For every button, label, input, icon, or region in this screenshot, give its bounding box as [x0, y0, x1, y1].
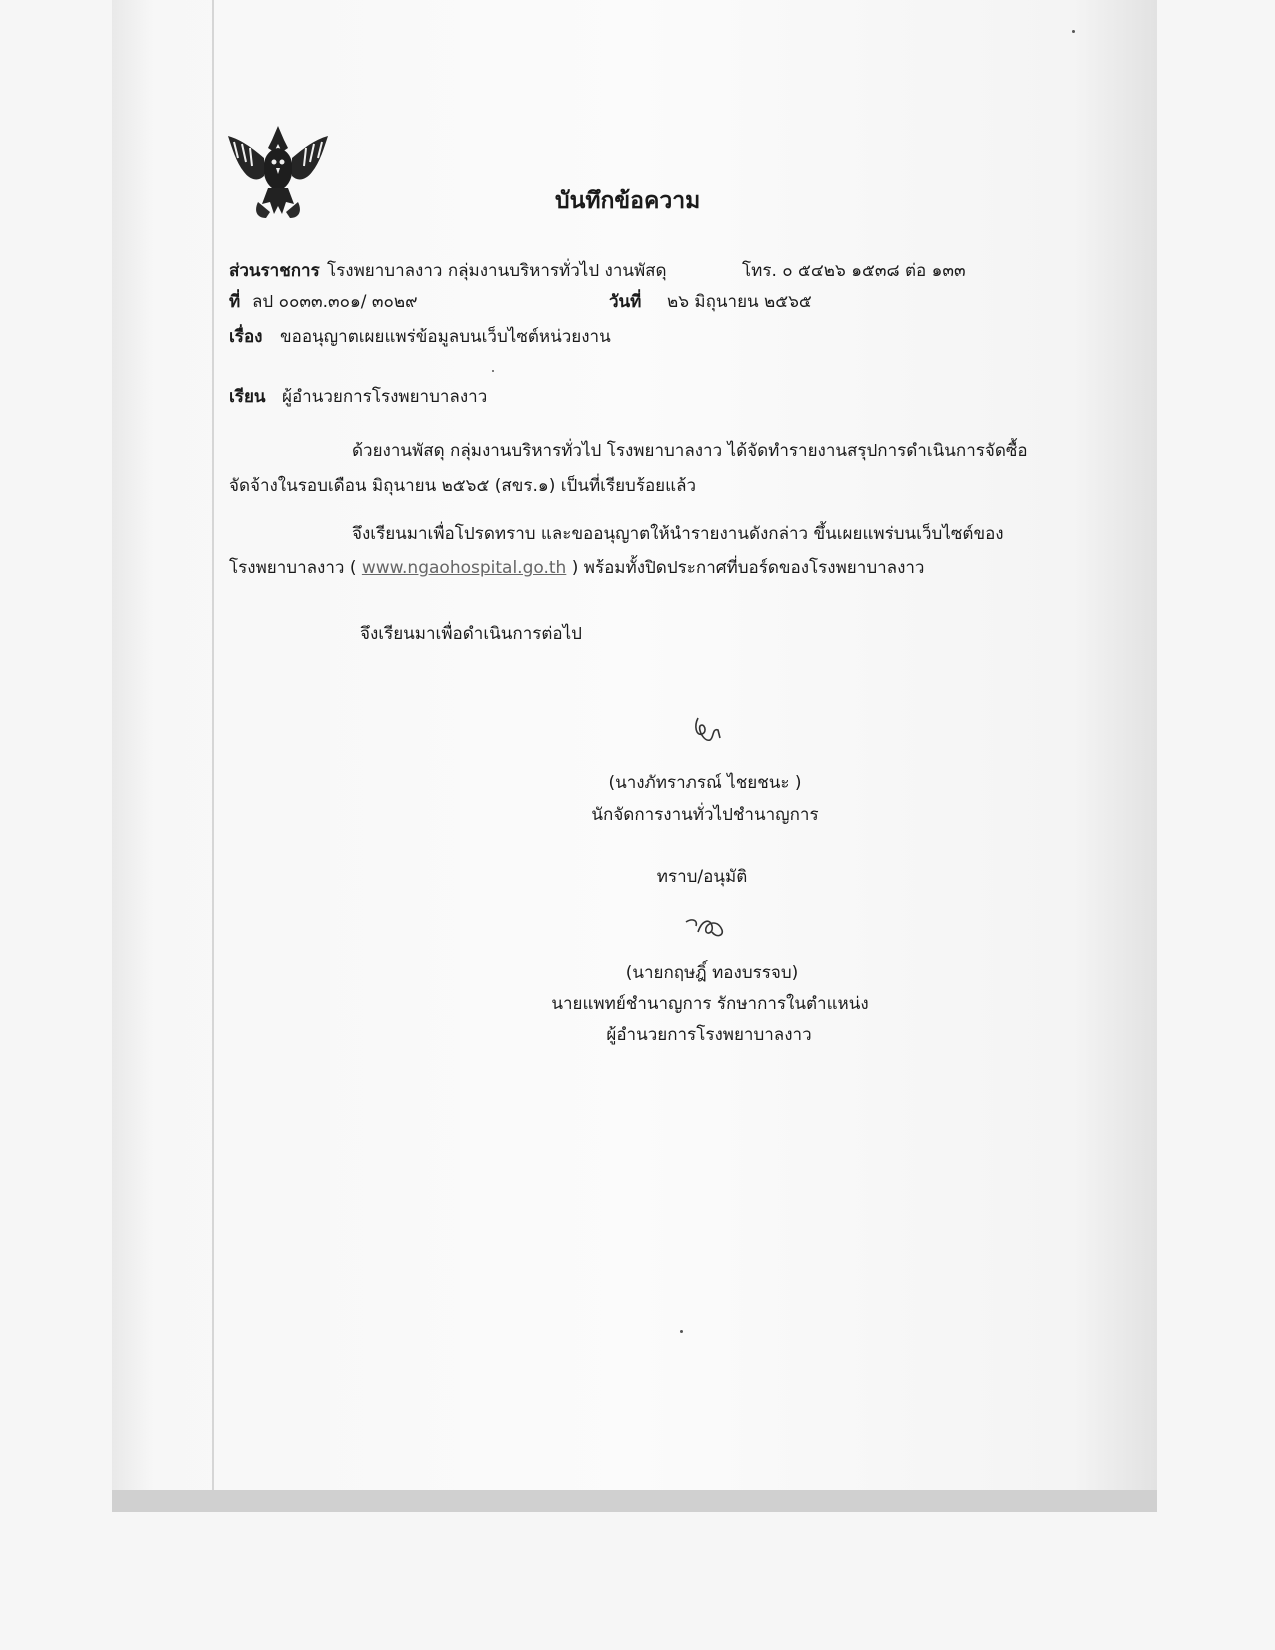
garuda-emblem-icon [222, 118, 334, 226]
memo-title: บันทึกข้อความ [555, 188, 701, 214]
date-value: ๒๖ มิถุนายน ๒๕๖๕ [667, 292, 812, 312]
approver-name: (นายกฤษฎิ์ ทองบรรจบ) [625, 963, 799, 983]
paragraph-2-line-2 [229, 557, 924, 579]
to-value: ผู้อำนวยการโรงพยาบาลงาว [282, 387, 488, 407]
approval-label: ทราบ/อนุมัติ [656, 867, 748, 887]
paragraph-2-prefix: โรงพยาบาลงาว ( [229, 558, 357, 578]
date-label: วันที่ [609, 292, 642, 312]
ref-label: ที่ [229, 292, 241, 312]
subject-label: เรื่อง [229, 327, 263, 347]
paragraph-2-suffix: ) พร้อมทั้งปิดประกาศที่บอร์ดของโรงพยาบาลงาว [571, 558, 925, 578]
signer-1-position: นักจัดการงานทั่วไปชำนาญการ [591, 805, 819, 825]
signature-2-icon [682, 912, 728, 942]
scan-speck [680, 1330, 683, 1333]
agency-value: โรงพยาบาลงาว กลุ่มงานบริหารทั่วไป งานพัสดุ [327, 261, 667, 281]
scan-speck [1072, 30, 1075, 33]
page-fold-line [212, 0, 214, 1490]
closing-line: จึงเรียนมาเพื่อดำเนินการต่อไป [360, 624, 582, 644]
scanned-page [112, 0, 1157, 1505]
paragraph-2-line-1: จึงเรียนมาเพื่อโปรดทราบ และขออนุญาตให้นำรายงานดังกล่าว ขึ้นเผยแพร่บนเว็บไซต์ของ [352, 524, 1004, 544]
paragraph-1-line-1: ด้วยงานพัสดุ กลุ่มงานบริหารทั่วไป โรงพยาบาลงาว ได้จัดทำรายงานสรุปการดำเนินการจัดซื้อ [352, 441, 1028, 461]
scan-bottom-edge [112, 1490, 1157, 1512]
subject-value: ขออนุญาตเผยแพร่ข้อมูลบนเว็บไซต์หน่วยงาน [280, 327, 611, 347]
phone-number: โทร. ๐ ๕๔๒๖ ๑๕๓๘ ต่อ ๑๓๓ [742, 261, 966, 281]
approver-position-line-2: ผู้อำนวยการโรงพยาบาลงาว [606, 1025, 812, 1045]
paragraph-1-line-2: จัดจ้างในรอบเดือน มิถุนายน ๒๕๖๕ (สขร.๑) เป็นที่เรียบร้อยแล้ว [229, 476, 697, 496]
signature-1-icon [690, 712, 730, 746]
approver-position-line-1: นายแพทย์ชำนาญการ รักษาการในตำแหน่ง [551, 994, 869, 1014]
website-link[interactable]: www.ngaohospital.go.th [361, 558, 567, 578]
to-label: เรียน [229, 387, 266, 407]
scan-speck [492, 370, 494, 372]
agency-label: ส่วนราชการ [229, 261, 320, 281]
signer-1-name: (นางภัทราภรณ์ ไชยชนะ ) [608, 773, 802, 793]
ref-number: ลป ๐๐๓๓.๓๐๑/ ๓๐๒๙ [252, 292, 418, 312]
